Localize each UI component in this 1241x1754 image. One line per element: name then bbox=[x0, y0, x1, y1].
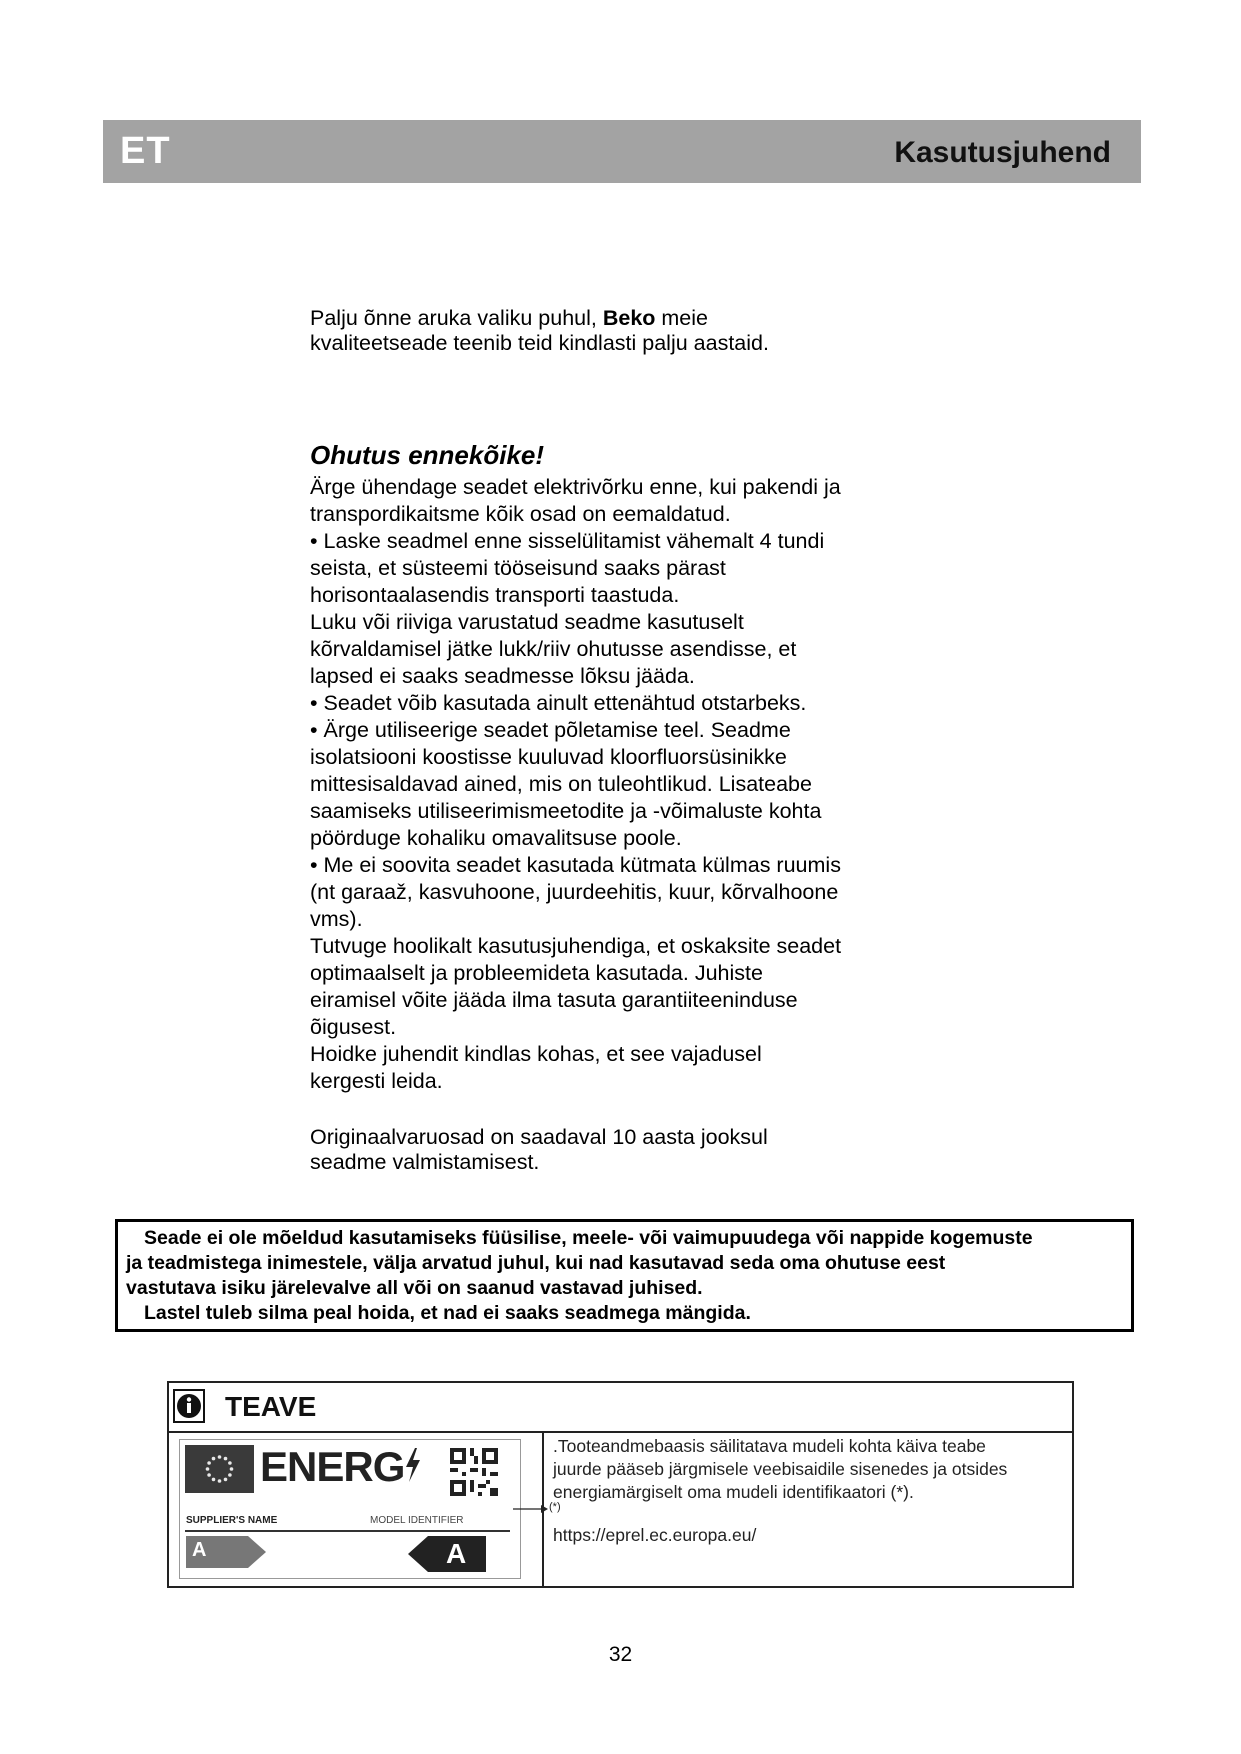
safety-line: Tutvuge hoolikalt kasutusjuhendiga, et oskaksite seadet bbox=[310, 934, 842, 958]
info-box bbox=[167, 1381, 1074, 1588]
safety-line: • Ärge utiliseerige seadet põletamise teel. Seadme bbox=[310, 718, 791, 742]
warning-box bbox=[115, 1219, 1134, 1332]
safety-line: • Seadet võib kasutada ainult ettenähtud otstarbeks. bbox=[310, 691, 807, 715]
safety-line: optimaalselt ja probleemideta kasutada. Juhiste bbox=[310, 961, 763, 985]
eprel-line: energiamärgiselt oma mudeli identifikaatori (*). bbox=[553, 1482, 914, 1502]
safety-heading: Ohutus ennekõike! bbox=[310, 440, 545, 470]
arrow-right-icon bbox=[513, 1501, 553, 1523]
safety-line: vms). bbox=[310, 907, 363, 931]
warning-line: ja teadmistega inimestele, välja arvatud juhul, kui nad kasutavad seda oma ohutuse eest bbox=[126, 1252, 946, 1274]
intro-before-brand: Palju õnne aruka valiku puhul, bbox=[310, 306, 603, 330]
spare-parts-line-1: Originaalvaruosad on saadaval 10 aasta jooksul bbox=[310, 1125, 768, 1149]
safety-line: seista, et süsteemi tööseisund saaks pärast bbox=[310, 556, 726, 580]
eprel-url[interactable]: https://eprel.ec.europa.eu/ bbox=[553, 1525, 757, 1545]
energy-class-right: A bbox=[446, 1538, 467, 1569]
energy-class-arrow-right bbox=[408, 1536, 486, 1572]
safety-line: pöörduge kohaliku omavalitsuse poole. bbox=[310, 826, 682, 850]
safety-line: eiramisel võite jääda ilma tasuta garantiiteeninduse bbox=[310, 988, 798, 1012]
energy-class-left: A bbox=[192, 1539, 207, 1561]
intro-text bbox=[310, 306, 870, 356]
eprel-line: juurde pääseb järgmisele veebisaidile sisenedes ja otsides bbox=[553, 1459, 1008, 1479]
document-title: Kasutusjuhend bbox=[894, 136, 1111, 169]
info-header bbox=[169, 1383, 1072, 1433]
eprel-line: .Tooteandmebaasis säilitatava mudeli kohta käiva teabe bbox=[553, 1436, 986, 1456]
brand-name: Beko bbox=[602, 306, 656, 330]
safety-line: saamiseks utiliseerimismeetodite ja -võimaluste kohta bbox=[310, 799, 822, 823]
lightning-icon bbox=[404, 1447, 422, 1483]
energy-class-arrow-left bbox=[186, 1536, 266, 1568]
page-number: 32 bbox=[608, 1643, 633, 1666]
eu-flag-icon bbox=[185, 1445, 254, 1493]
header-bar bbox=[103, 120, 1141, 183]
spare-parts-note bbox=[310, 1125, 870, 1175]
asterisk-note: (*) bbox=[549, 1501, 561, 1513]
energy-label-title bbox=[260, 1443, 422, 1491]
safety-line: õigusest. bbox=[310, 1015, 397, 1039]
eprel-description bbox=[553, 1435, 1053, 1504]
intro-after-brand: meie bbox=[655, 306, 708, 330]
safety-line: mittesisaldavad ained, mis on tuleohtlikud. Lisateabe bbox=[310, 772, 812, 796]
qr-code-icon bbox=[450, 1448, 498, 1496]
supplier-name-label: SUPPLIER'S NAME bbox=[186, 1515, 278, 1526]
language-code: ET bbox=[120, 130, 171, 172]
safety-line: Ärge ühendage seadet elektrivõrku enne, kui pakendi ja bbox=[310, 475, 841, 499]
safety-line: transpordikaitsme kõik osad on eemaldatud. bbox=[310, 502, 731, 526]
safety-line: lapsed ei saaks seadmesse lõksu jääda. bbox=[310, 664, 695, 688]
safety-line: kergesti leida. bbox=[310, 1069, 443, 1093]
safety-line: horisontaalasendis transporti taastuda. bbox=[310, 583, 680, 607]
safety-line: • Laske seadmel enne sisselülitamist vähemalt 4 tundi bbox=[310, 529, 825, 553]
safety-line: kõrvaldamisel jätke lukk/riiv ohutusse asendisse, et bbox=[310, 637, 797, 661]
safety-line: Hoidke juhendit kindlas kohas, et see vajadusel bbox=[310, 1042, 762, 1066]
warning-line: vastutava isiku järelevalve all või on saanud vastavad juhised. bbox=[126, 1277, 703, 1299]
model-identifier-label: MODEL IDENTIFIER bbox=[370, 1515, 464, 1526]
safety-section bbox=[310, 438, 910, 1095]
energy-label-sample bbox=[179, 1439, 521, 1579]
safety-line: Luku või riiviga varustatud seadme kasutuselt bbox=[310, 610, 744, 634]
energy-text: ENERG bbox=[260, 1443, 405, 1490]
model-pointer bbox=[513, 1501, 593, 1523]
warning-line: Seade ei ole mõeldud kasutamiseks füüsilise, meele- või vaimupuudega või nappide kogemuste bbox=[144, 1227, 1033, 1249]
intro-line-2: kvaliteetseade teenib teid kindlasti palju aastaid. bbox=[310, 331, 769, 355]
info-title: TEAVE bbox=[225, 1391, 317, 1422]
safety-line: • Me ei soovita seadet kasutada kütmata külmas ruumis bbox=[310, 853, 841, 877]
label-divider bbox=[185, 1530, 510, 1532]
safety-line: isolatsiooni koostisse kuuluvad kloorfluorsüsinikke bbox=[310, 745, 787, 769]
spare-parts-line-2: seadme valmistamisest. bbox=[310, 1150, 540, 1174]
warning-line: Lastel tuleb silma peal hoida, et nad ei saaks seadmega mängida. bbox=[144, 1302, 751, 1324]
safety-line: (nt garaaž, kasvuhoone, juurdeehitis, kuur, kõrvalhoone bbox=[310, 880, 839, 904]
info-icon bbox=[173, 1389, 205, 1423]
